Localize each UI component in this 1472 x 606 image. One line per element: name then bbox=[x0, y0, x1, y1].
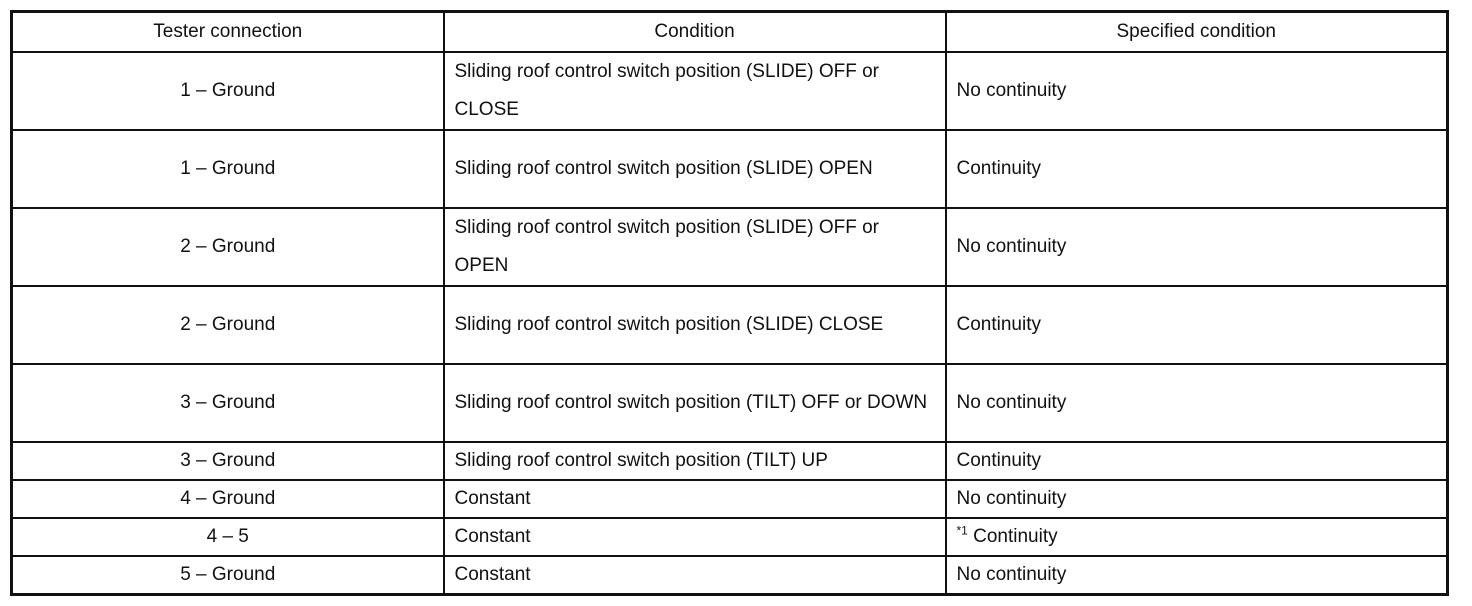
cell-tester-connection: 3 – Ground bbox=[12, 442, 444, 480]
cell-specified-condition: No continuity bbox=[946, 208, 1448, 286]
cell-specified-condition: No continuity bbox=[946, 52, 1448, 130]
cell-condition: Sliding roof control switch position (TILT) OFF or DOWN bbox=[444, 364, 946, 442]
cell-specified-condition: Continuity bbox=[946, 130, 1448, 208]
cell-tester-connection: 1 – Ground bbox=[12, 130, 444, 208]
cell-tester-connection: 5 – Ground bbox=[12, 556, 444, 595]
header-condition: Condition bbox=[444, 12, 946, 53]
table-row bbox=[12, 480, 1448, 518]
cell-condition: Sliding roof control switch position (SLIDE) OFF or OPEN bbox=[444, 208, 946, 286]
cell-condition: Sliding roof control switch position (SLIDE) OFF or CLOSE bbox=[444, 52, 946, 130]
cell-tester-connection: 1 – Ground bbox=[12, 52, 444, 130]
continuity-table bbox=[10, 10, 1449, 596]
table-row bbox=[12, 208, 1448, 286]
cell-tester-connection: 3 – Ground bbox=[12, 364, 444, 442]
cell-specified-condition: No continuity bbox=[946, 556, 1448, 595]
table-row bbox=[12, 52, 1448, 130]
header-row bbox=[12, 12, 1448, 53]
cell-specified-condition bbox=[946, 518, 1448, 556]
cell-specified-condition: Continuity bbox=[946, 442, 1448, 480]
cell-specified-condition: No continuity bbox=[946, 480, 1448, 518]
cell-condition: Sliding roof control switch position (SLIDE) OPEN bbox=[444, 130, 946, 208]
table-row bbox=[12, 518, 1448, 556]
cell-condition: Sliding roof control switch position (SLIDE) CLOSE bbox=[444, 286, 946, 364]
specified-condition-text: Continuity bbox=[973, 526, 1058, 547]
table-row bbox=[12, 364, 1448, 442]
continuity-table-container bbox=[10, 10, 1446, 595]
table-row bbox=[12, 286, 1448, 364]
header-tester-connection: Tester connection bbox=[12, 12, 444, 53]
footnote-marker: *1 bbox=[956, 523, 968, 538]
table-row bbox=[12, 130, 1448, 208]
cell-condition: Constant bbox=[444, 518, 946, 556]
cell-condition: Constant bbox=[444, 480, 946, 518]
cell-tester-connection: 2 – Ground bbox=[12, 286, 444, 364]
cell-tester-connection: 4 – Ground bbox=[12, 480, 444, 518]
cell-condition: Constant bbox=[444, 556, 946, 595]
cell-tester-connection: 4 – 5 bbox=[12, 518, 444, 556]
cell-specified-condition: No continuity bbox=[946, 364, 1448, 442]
table-row bbox=[12, 556, 1448, 595]
table-row bbox=[12, 442, 1448, 480]
header-specified-condition: Specified condition bbox=[946, 12, 1448, 53]
cell-condition: Sliding roof control switch position (TILT) UP bbox=[444, 442, 946, 480]
cell-tester-connection: 2 – Ground bbox=[12, 208, 444, 286]
cell-specified-condition: Continuity bbox=[946, 286, 1448, 364]
